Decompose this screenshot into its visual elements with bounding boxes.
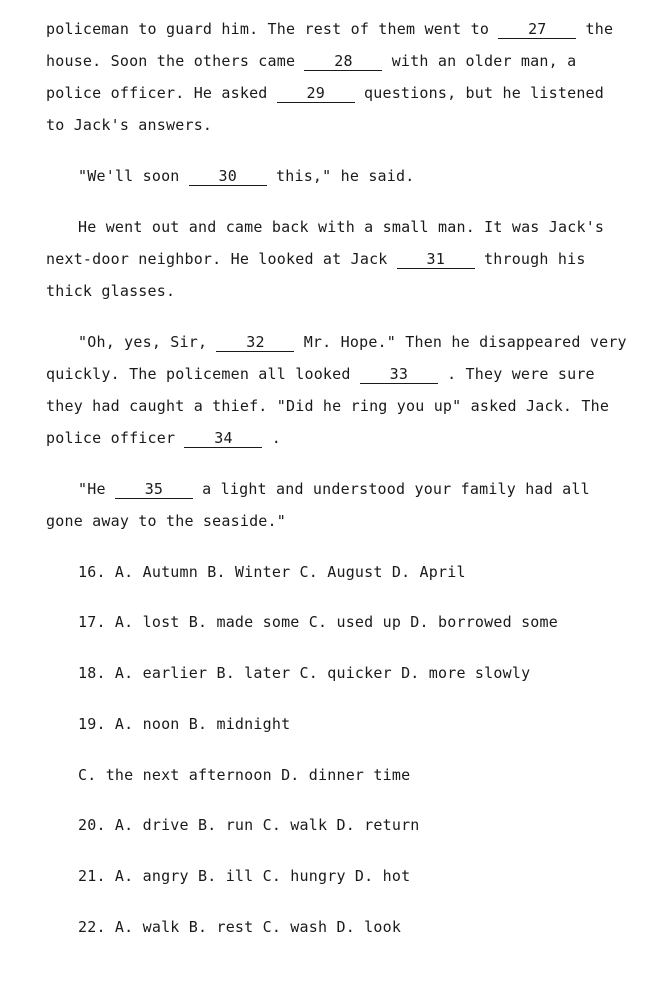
blank-28: 28: [304, 53, 382, 71]
passage-line: [78, 332, 627, 352]
passage-text: a light and understood your family had all: [192, 480, 590, 498]
passage-line: to Jack's answers.: [46, 116, 213, 134]
question-22: 22. A. walk B. rest C. wash D. look: [78, 918, 402, 936]
passage-text: with an older man, a: [382, 52, 577, 70]
passage-line: [78, 166, 414, 186]
passage-text: policeman to guard him. The rest of them went to: [46, 20, 499, 38]
blank-31: 31: [397, 251, 475, 269]
passage-line: [46, 364, 595, 384]
blank-32: 32: [216, 334, 294, 352]
blank-34: 34: [184, 430, 262, 448]
passage-text: the: [576, 20, 614, 38]
question-20: 20. A. drive B. run C. walk D. return: [78, 816, 420, 834]
blank-35: 35: [115, 481, 193, 499]
passage-text: "He: [78, 480, 115, 498]
passage-text: . They were sure: [437, 365, 595, 383]
question-21: 21. A. angry B. ill C. hungry D. hot: [78, 867, 411, 885]
passage-line: He went out and came back with a small man. It was Jack's: [78, 218, 605, 236]
passage-line: thick glasses.: [46, 282, 176, 300]
question-18: 18. A. earlier B. later C. quicker D. more slowly: [78, 664, 531, 682]
passage-text: this," he said.: [266, 167, 415, 185]
blank-29: 29: [277, 85, 355, 103]
passage-line: they had caught a thief. "Did he ring you up" asked Jack. The: [46, 397, 610, 415]
passage-line: [46, 428, 281, 448]
passage-text: police officer: [46, 429, 185, 447]
question-17: 17. A. lost B. made some C. used up D. borrowed some: [78, 613, 558, 631]
blank-30: 30: [189, 168, 267, 186]
passage-text: Mr. Hope." Then he disappeared very: [294, 333, 627, 351]
passage-text: police officer. He asked: [46, 84, 277, 102]
blank-27: 27: [498, 21, 576, 39]
passage-text: questions, but he listened: [354, 84, 605, 102]
question-19-continued: C. the next afternoon D. dinner time: [78, 766, 411, 784]
passage-text: .: [262, 429, 281, 447]
passage-text: through his: [474, 250, 586, 268]
passage-text: next-door neighbor. He looked at Jack: [46, 250, 397, 268]
question-19: 19. A. noon B. midnight: [78, 715, 291, 733]
question-16: 16. A. Autumn B. Winter C. August D. April: [78, 563, 466, 581]
passage-text: "We'll soon: [78, 167, 189, 185]
passage-line: [46, 51, 576, 71]
blank-33: 33: [360, 366, 438, 384]
passage-line: [78, 479, 590, 499]
passage-text: house. Soon the others came: [46, 52, 305, 70]
passage-line: [46, 83, 604, 103]
passage-line: [46, 249, 586, 269]
passage-line: [46, 19, 613, 39]
passage-line: gone away to the seaside.": [46, 512, 286, 530]
passage-text: quickly. The policemen all looked: [46, 365, 360, 383]
passage-text: "Oh, yes, Sir,: [78, 333, 217, 351]
